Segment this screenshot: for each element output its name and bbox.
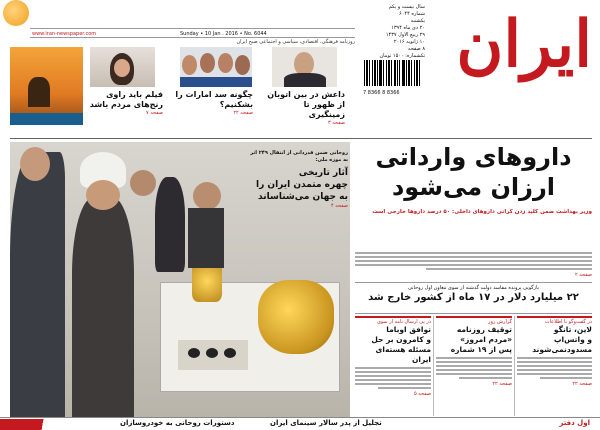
barcode-icon xyxy=(363,60,421,86)
main-story-ref: صفحه ۲ xyxy=(575,272,592,278)
bottom-col-3-h1: لاین، تانگو xyxy=(553,325,592,334)
logo-text: ایران xyxy=(456,7,592,82)
teaser-2[interactable] xyxy=(175,90,253,130)
main-headline-1: داروهای وارداتی xyxy=(375,143,572,171)
photo-story[interactable] xyxy=(250,150,348,240)
second-story-kicker: بازگویی پرونده مفاسد دولت گذشته از سوی معاون اول روحانی xyxy=(408,285,539,291)
newspaper-logo xyxy=(422,0,592,90)
dateline: Sunday • 10 Jan . 2016 • No. 6044 xyxy=(180,31,267,37)
bottom-col-2-h2: «مردم امروز» xyxy=(460,335,512,344)
bottom-col-1-h1: توافق اوباما xyxy=(386,325,431,334)
teaser-3[interactable] xyxy=(85,90,163,130)
bottom-col-1-h2: و کامرون بر حل xyxy=(371,335,431,344)
corner-badge xyxy=(3,0,29,26)
bottom-col-3-kicker: در گفت‌وگو با اطلاعات xyxy=(544,319,592,325)
bottom-col-3-ref: صفحه ۲۲ xyxy=(572,381,592,387)
bottom-col-3[interactable] xyxy=(517,316,592,416)
barcode xyxy=(363,60,421,94)
teaser-photo-film xyxy=(10,47,83,125)
dateline-bar xyxy=(30,28,355,38)
divider-top xyxy=(10,138,592,139)
teaser-3-title: فیلم باید راوی رنج‌های مردم باشد xyxy=(89,90,163,109)
footer-bar xyxy=(0,417,600,430)
footer-item-3[interactable]: دستورات روحانی به خودروسازان xyxy=(120,419,235,427)
teaser-photo-woman xyxy=(90,47,155,87)
bottom-col-3-h2: و واتس‌اپ xyxy=(553,335,592,344)
divider-cols xyxy=(355,313,592,314)
teaser-3-ref: صفحه ۷ xyxy=(146,110,163,116)
bottom-col-2[interactable] xyxy=(436,316,512,416)
bottom-col-2-kicker: گزارش روز xyxy=(488,319,512,325)
teaser-2-ref: صفحه ۲۲ xyxy=(233,110,253,116)
barcode-number: 7 8366 8 8366 xyxy=(363,90,400,96)
second-story[interactable] xyxy=(355,285,592,313)
footer-item-2[interactable]: تجلیل از پدر سالار سینمای ایران xyxy=(270,419,382,427)
issue-info: سال بیست و یکم شماره ۶۰۴۴ یکشنبه ۲۰ دی ماه ۱۳۹۴ ۲۹ ربیع الاول ۱۴۳۷ ۱۰ ژانویه ۲۰۱۶ ۸ صفحه تکشماره: ۱۵۰۰ تومان xyxy=(379,4,425,59)
bottom-col-1-ref: صفحه ۵ xyxy=(414,391,431,397)
masthead-subtitle: روزنامه فرهنگی، اقتصادی، سیاسی و اجتماعی صبح ایران xyxy=(236,39,355,45)
main-headline-2: ارزان می‌شود xyxy=(391,173,556,201)
bottom-col-2-h3: پس از ۱۹ شماره xyxy=(450,345,512,354)
teaser-1[interactable] xyxy=(265,90,345,130)
photo-story-headline-1: آثار تاریخی xyxy=(298,168,348,178)
main-story[interactable] xyxy=(355,142,592,247)
teaser-1-title: داعش در بین اتوبان از ظهور تا زمینگیری xyxy=(267,90,345,119)
main-subhead: وزیر بهداشت ضمن کلید زدن کرانی داروهای داخلی: ۵۰ درصد داروها خارجی است xyxy=(372,209,592,215)
footer-item-1[interactable]: اول دفتر xyxy=(559,419,590,427)
photo-story-headline-2: چهره متمدن ایران را xyxy=(256,180,348,190)
photo-story-ref: صفحه ۴ xyxy=(331,203,348,209)
photo-story-headline-3: به جهان می‌شناساند xyxy=(258,192,348,202)
bottom-col-1-h3: مسئله هسته‌ای ایران xyxy=(375,345,431,364)
bottom-col-3-h3: مسدودنمی‌شوند xyxy=(532,345,592,354)
teaser-photo-players xyxy=(180,47,252,87)
teaser-photo-man xyxy=(272,47,337,87)
teaser-2-title: چگونه سد امارات را بشکنیم؟ xyxy=(175,90,253,109)
teaser-1-ref: صفحه ۳ xyxy=(328,120,345,126)
main-story-body xyxy=(355,250,592,272)
bottom-col-1[interactable] xyxy=(355,316,431,416)
divider-mid xyxy=(355,282,592,283)
bottom-col-2-ref: صفحه ۲۲ xyxy=(492,381,512,387)
gold-artifact xyxy=(258,280,334,354)
second-story-headline: ۲۲ میلیارد دلار در ۱۷ ماه از کشور خارج شد xyxy=(368,292,579,303)
bottom-col-1-kicker: در پی ارسال نامه از سوی xyxy=(376,319,431,325)
footer-red-shape xyxy=(0,419,60,430)
website-url[interactable]: www.iran-newspaper.com xyxy=(32,31,97,37)
photo-story-kicker: روحانی ضمن قدردانی از انتقال ۲۴۹ اثر به موزه ملی: xyxy=(250,150,348,163)
bottom-col-2-h1: توقیف روزنامه xyxy=(456,325,512,334)
